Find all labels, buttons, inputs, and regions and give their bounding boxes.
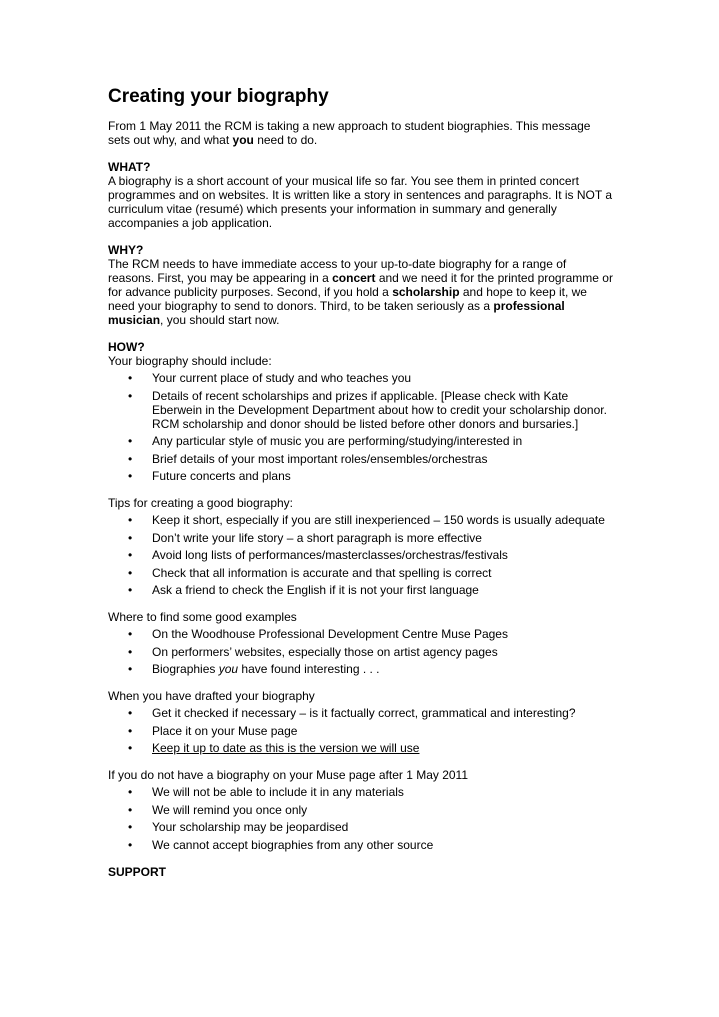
intro-text-end: need to do. — [253, 133, 318, 147]
no-biography-section — [108, 768, 613, 852]
list-item: • Place it on your Muse page — [128, 723, 298, 738]
list-item: • Your scholarship may be jeopardised — [128, 820, 349, 834]
list-item: • Brief details of your most important roles/ensembles/orchestras — [128, 451, 488, 466]
what-heading: WHAT? — [108, 160, 151, 174]
underlined-item: Keep it up to date as this is the version we will use — [152, 741, 420, 755]
bullet-icon: • — [128, 513, 133, 527]
intro-emphasis: you — [232, 133, 254, 147]
no-biography-list — [108, 785, 613, 852]
drafted-list — [108, 706, 613, 755]
intro-text: From 1 May 2011 the RCM is taking a new approach to student biographies. This message sets out why, and what — [108, 119, 591, 147]
bullet-icon: • — [128, 662, 133, 676]
bullet-icon: • — [128, 371, 133, 385]
bullet-icon: • — [128, 802, 133, 817]
bullet-icon: • — [128, 434, 133, 448]
how-section — [108, 340, 613, 483]
bullet-icon: • — [128, 785, 133, 799]
list-item: • Get it checked if necessary – is it factually correct, grammatical and interesting? — [128, 706, 576, 720]
professional-musician-emphasis: professional musician — [108, 299, 565, 327]
list-item: • We cannot accept biographies from any other source — [128, 837, 434, 852]
list-item: • Avoid long lists of performances/masterclasses/orchestras/festivals — [128, 548, 508, 562]
why-paragraph: The RCM needs to have immediate access to your up-to-date biography for a range of reasons. First, you may be appearing in a concert and we need it for the printed programme or for advance publicity purposes. Second, if you hold a scholarship and hope to keep it, we need your biography to send to donors. Third, to be taken seriously as a professional musician, you should start now. — [108, 257, 613, 327]
list-item: • On the Woodhouse Professional Development Centre Muse Pages — [128, 627, 508, 641]
list-item: • Your current place of study and who teaches you — [128, 371, 412, 385]
bullet-icon: • — [128, 837, 133, 852]
scholarship-emphasis: scholarship — [392, 285, 460, 299]
list-item: • Check that all information is accurate and that spelling is correct — [128, 565, 492, 580]
drafted-section — [108, 689, 613, 755]
bullet-icon: • — [128, 723, 133, 738]
what-paragraph: A biography is a short account of your musical life so far. You see them in printed concert programmes and on websites. It is written like a story in sentences and paragraphs. It is NOT a curriculum vitae (resumé) which presents your information in summary and generally accompanies a job application. — [108, 174, 613, 230]
examples-list — [108, 627, 613, 676]
intro-paragraph — [108, 119, 613, 147]
bullet-icon: • — [128, 469, 133, 483]
how-intro: Your biography should include: — [108, 354, 272, 368]
why-section — [108, 243, 613, 327]
bullet-icon: • — [128, 530, 133, 545]
list-item: • Details of recent scholarships and prizes if applicable. [Please check with Kate Eberwein in the Development Department about how to credit your scholarship donor. RCM scholarship and donor should be listed before other donors and bursaries.] — [128, 388, 607, 431]
list-item: • We will remind you once only — [128, 802, 308, 817]
list-item: • We will not be able to include it in any materials — [128, 785, 404, 799]
bullet-icon: • — [128, 388, 133, 403]
list-item: • Ask a friend to check the English if it is not your first language — [128, 583, 479, 597]
what-section — [108, 160, 613, 230]
tips-intro: Tips for creating a good biography: — [108, 496, 293, 510]
tips-section — [108, 496, 613, 597]
bullet-icon: • — [128, 451, 133, 466]
list-item — [108, 741, 613, 755]
examples-section — [108, 610, 613, 676]
bullet-icon: • — [128, 548, 133, 562]
list-item: • Future concerts and plans — [128, 469, 291, 483]
concert-emphasis: concert — [332, 271, 376, 285]
why-heading: WHY? — [108, 243, 144, 257]
drafted-intro: When you have drafted your biography — [108, 689, 315, 703]
list-item: • On performers’ websites, especially those on artist agency pages — [128, 644, 498, 659]
bullet-icon: • — [128, 583, 133, 597]
how-list — [108, 371, 613, 483]
bullet-icon: • — [128, 820, 133, 834]
how-heading: HOW? — [108, 340, 145, 354]
bullet-icon: • — [128, 565, 133, 580]
bullet-icon: • — [128, 627, 133, 641]
you-emphasis: you — [218, 662, 239, 676]
examples-intro: Where to find some good examples — [108, 610, 297, 624]
list-item: • Any particular style of music you are performing/studying/interested in — [128, 434, 523, 448]
page-title: Creating your biography — [108, 86, 329, 107]
bullet-icon: • — [128, 706, 133, 720]
support-heading: SUPPORT — [108, 864, 167, 879]
support-section — [108, 865, 613, 879]
tips-list — [108, 513, 613, 597]
document-page — [108, 86, 613, 879]
list-item: • Don’t write your life story – a short paragraph is more effective — [128, 530, 482, 545]
list-item: • Keep it short, especially if you are still inexperienced – 150 words is usually adequate — [128, 513, 605, 527]
bullet-icon: • — [128, 644, 133, 659]
no-biography-intro: If you do not have a biography on your Muse page after 1 May 2011 — [108, 768, 469, 782]
bullet-icon: • — [128, 741, 133, 755]
list-item: • Biographies you have found interesting . . . — [128, 662, 380, 676]
